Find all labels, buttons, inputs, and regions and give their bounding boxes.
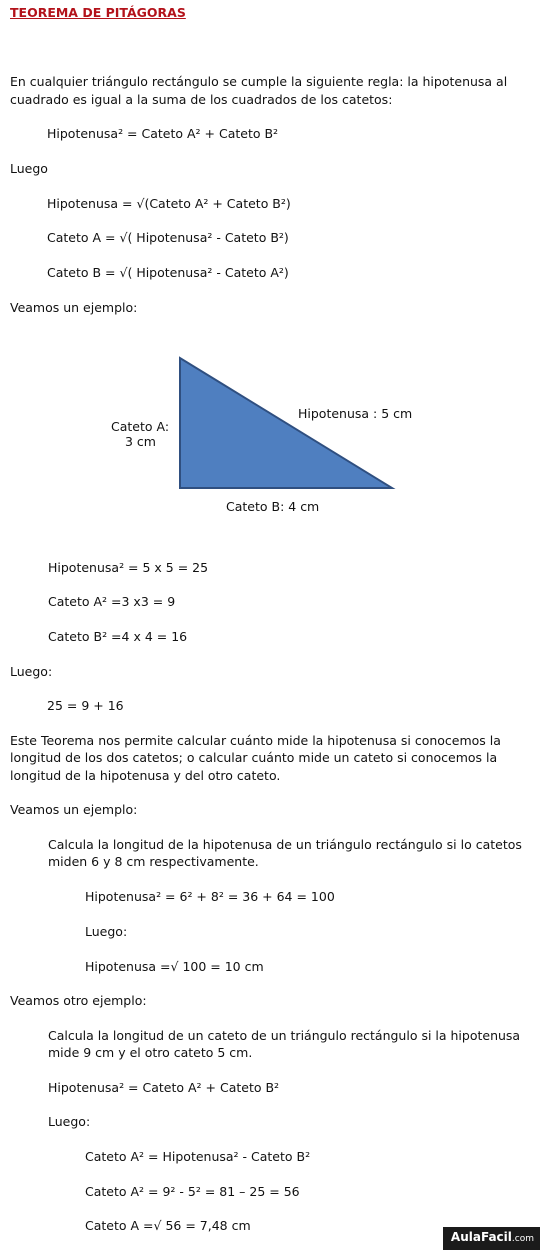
luego-label-1: Luego	[10, 161, 48, 176]
right-triangle-diagram	[0, 350, 544, 550]
formula-main: Hipotenusa² = Cateto A² + Cateto B²	[47, 126, 279, 141]
example-calc-cateto-a: Cateto A² =3 x3 = 9	[48, 594, 176, 609]
footer-suffix: .com	[511, 1234, 534, 1244]
example-intro-1: Veamos un ejemplo:	[10, 300, 138, 315]
example3-step-1: Cateto A² = Hipotenusa² - Cateto B²	[85, 1149, 311, 1164]
intro-line-2: cuadrado es igual a la suma de los cuadrados de los catetos:	[10, 92, 393, 107]
example-calc-cateto-b: Cateto B² =4 x 4 = 16	[48, 629, 188, 644]
example3-step-3: Cateto A =√ 56 = 7,48 cm	[85, 1218, 251, 1233]
example-intro-3: Veamos otro ejemplo:	[10, 993, 147, 1008]
formula-cateto-b: Cateto B = √( Hipotenusa² - Cateto A²)	[47, 265, 289, 280]
cateto-a-label: Cateto A:	[111, 419, 170, 434]
example3-problem-line-1: Calcula la longitud de un cateto de un triángulo rectángulo si la hipotenusa	[48, 1028, 521, 1043]
example3-problem-line-2: mide 9 cm y el otro cateto 5 cm.	[48, 1045, 253, 1060]
theorem-use-line-1: Este Teorema nos permite calcular cuánto mide la hipotenusa si conocemos la	[10, 733, 501, 748]
right-triangle-shape	[180, 358, 392, 488]
formula-hipotenusa: Hipotenusa = √(Cateto A² + Cateto B²)	[47, 196, 291, 211]
example2-problem-line-1: Calcula la longitud de la hipotenusa de un triángulo rectángulo si lo catetos	[48, 837, 522, 852]
example2-luego: Luego:	[85, 924, 128, 939]
hipotenusa-label: Hipotenusa : 5 cm	[298, 406, 413, 421]
luego-label-2: Luego:	[10, 664, 53, 679]
aulafacil-logo[interactable]	[443, 1227, 540, 1250]
result-sum: 25 = 9 + 16	[47, 698, 124, 713]
example2-problem-line-2: miden 6 y 8 cm respectivamente.	[48, 854, 259, 869]
example2-result: Hipotenusa =√ 100 = 10 cm	[85, 959, 264, 974]
intro-line-1: En cualquier triángulo rectángulo se cumple la siguiente regla: la hipotenusa al	[10, 74, 508, 89]
example-calc-hipotenusa: Hipotenusa² = 5 x 5 = 25	[48, 560, 209, 575]
footer-brand: AulaFacil	[450, 1230, 512, 1244]
theorem-use-line-2: longitud de los dos catetos; o calcular cuánto mide un cateto si conocemos la	[10, 750, 498, 765]
cateto-a-value: 3 cm	[125, 434, 156, 449]
example2-calc: Hipotenusa² = 6² + 8² = 36 + 64 = 100	[85, 889, 335, 904]
formula-cateto-a: Cateto A = √( Hipotenusa² - Cateto B²)	[47, 230, 289, 245]
cateto-b-label: Cateto B: 4 cm	[226, 499, 320, 514]
example3-luego: Luego:	[48, 1114, 91, 1129]
theorem-use-line-3: longitud de la hipotenusa y del otro cateto.	[10, 768, 281, 783]
example3-formula: Hipotenusa² = Cateto A² + Cateto B²	[48, 1080, 280, 1095]
example3-step-2: Cateto A² = 9² - 5² = 81 – 25 = 56	[85, 1184, 300, 1199]
example-intro-2: Veamos un ejemplo:	[10, 802, 138, 817]
page-title: TEOREMA DE PITÁGORAS	[10, 5, 186, 20]
